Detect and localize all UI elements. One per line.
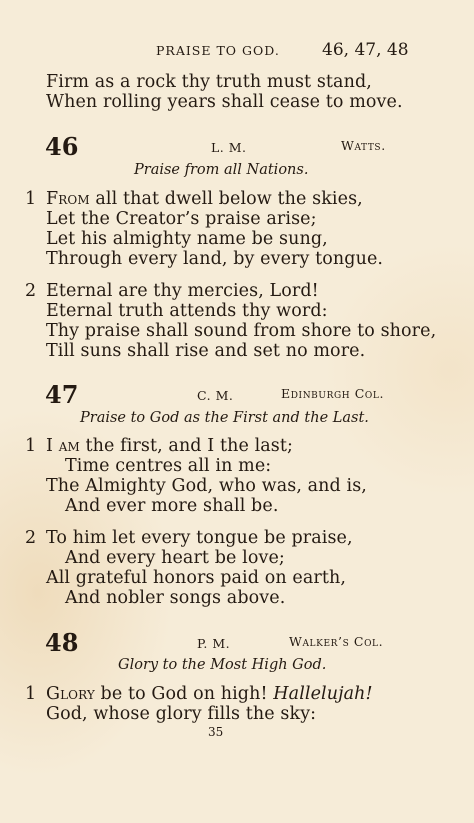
hymn-subtitle: Glory to the Most High God. — [118, 657, 327, 673]
hymn-tune: Walker’s Col. — [289, 634, 384, 649]
verse-italic-refrain: Hallelujah! — [273, 684, 373, 704]
verse-line: God, whose glory fills the sky: — [46, 704, 317, 724]
verse-initial-word: From — [46, 189, 90, 209]
verse-first-line — [46, 189, 363, 209]
verse-first-line: To him let every tongue be praise, — [46, 528, 353, 548]
hymn-meter: C. M. — [197, 388, 234, 403]
verse-line: And every heart be love; — [65, 548, 285, 568]
page-number: 35 — [208, 725, 224, 739]
verse-initial-word: am — [58, 436, 80, 456]
verse-line: Through every land, by every tongue. — [46, 249, 384, 269]
hymn-tune: Edinburgh Col. — [281, 386, 385, 401]
verse-number: 2 — [25, 281, 37, 301]
verse-first-line-rest: all that dwell below the skies, — [89, 189, 363, 209]
hymn-number: 46 — [45, 132, 79, 161]
verse-first-line: Eternal are thy mercies, Lord! — [46, 281, 319, 301]
running-header-title: PRAISE TO GOD. — [156, 43, 280, 58]
verse-number: 1 — [25, 189, 37, 209]
hymn-tune: Watts. — [341, 138, 386, 153]
continued-line: Firm as a rock thy truth must stand, — [46, 72, 372, 92]
verse-line: Let the Creator’s praise arise; — [46, 209, 317, 229]
verse-line: Thy praise shall sound from shore to shore, — [46, 321, 437, 341]
continued-line: When rolling years shall cease to move. — [46, 92, 403, 112]
verse-number: 1 — [25, 436, 37, 456]
verse-line: Till suns shall rise and set no more. — [46, 341, 366, 361]
verse-number: 2 — [25, 528, 37, 548]
verse-line: Let his almighty name be sung, — [46, 229, 328, 249]
verse-line: Time centres all in me: — [65, 456, 272, 476]
verse-initial-word: Glory — [46, 684, 95, 704]
hymn-meter: L. M. — [211, 140, 247, 155]
running-header-hymn-numbers: 46, 47, 48 — [322, 40, 409, 60]
verse-first-line-rest: the first, and I the last; — [79, 436, 294, 456]
verse-first-line-rest: be to God on high! — [94, 684, 268, 704]
verse-number: 1 — [25, 684, 37, 704]
verse-first-line — [46, 684, 373, 704]
verse-first-line — [46, 436, 293, 456]
hymn-number: 48 — [45, 628, 79, 657]
verse-first-pre: I — [46, 436, 59, 456]
hymn-number: 47 — [45, 380, 79, 409]
verse-line: And ever more shall be. — [65, 496, 279, 516]
hymn-subtitle: Praise from all Nations. — [134, 162, 309, 178]
hymn-subtitle: Praise to God as the First and the Last. — [80, 410, 369, 426]
hymn-meter: P. M. — [197, 636, 231, 651]
verse-line: The Almighty God, who was, and is, — [46, 476, 367, 496]
verse-line: And nobler songs above. — [65, 588, 286, 608]
verse-line: Eternal truth attends thy word: — [46, 301, 328, 321]
verse-line: All grateful honors paid on earth, — [46, 568, 347, 588]
